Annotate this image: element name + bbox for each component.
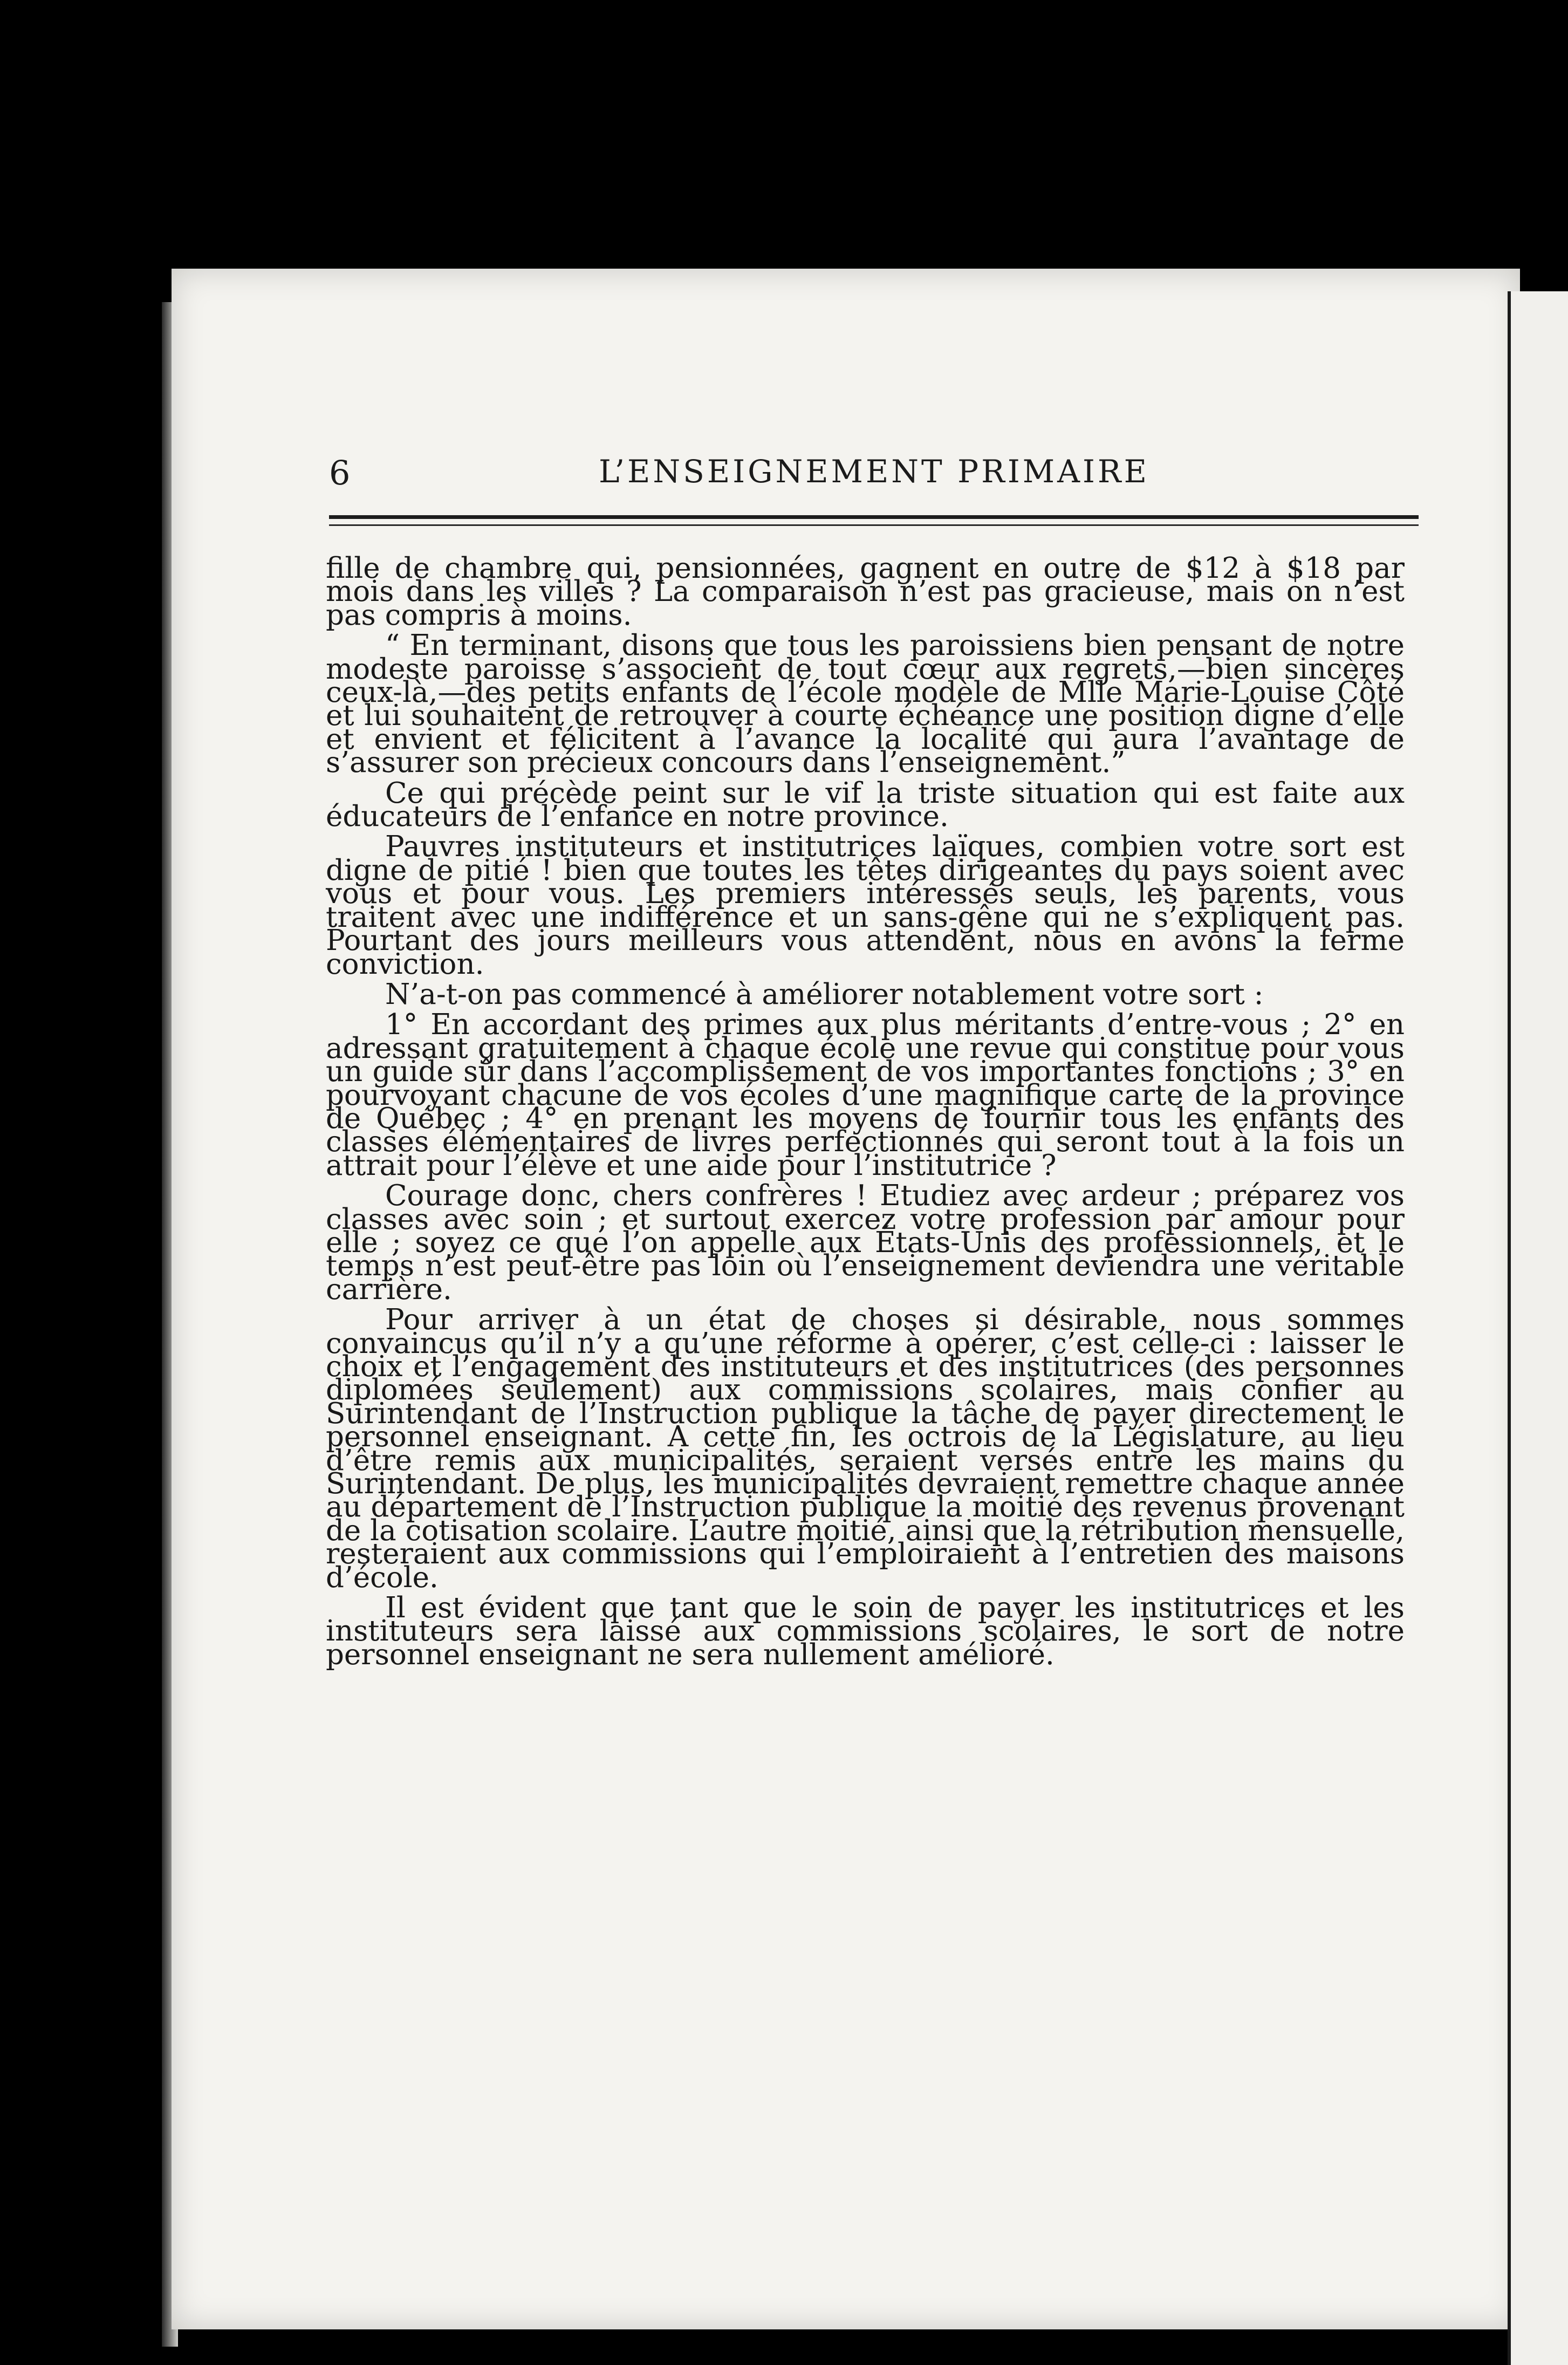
page-header	[0, 453, 1568, 496]
paragraph: Il est évident que tant que le soin de payer les institutrices et les instituteurs sera laissé aux commissions scolaires, le sort de notre personnel enseignant ne sera nullement amélioré.	[326, 1591, 1405, 1671]
header-rule-thick	[329, 515, 1419, 519]
running-title: L’ENSEIGNEMENT PRIMAIRE	[599, 453, 1149, 490]
paragraph: N’a-t-on pas commencé à améliorer notablement votre sort :	[385, 978, 1264, 1011]
paragraph: 1° En accordant des primes aux plus méritants d’entre-vous ; 2° en adressant gratuitement à chaque école une revue qui constitue pour vous un guide sûr dans l’accomplissement de vos importantes fonctions ; 3° en pourvoyant chacune de vos écoles d’une magnifique carte de la province de Québec ; 4° en prenant les moyens de fournir tous les enfants des classes élémentaires de livres perfectionnés qui seront tout à la fois un attrait pour l’élève et une aide pour l’institutrice ?	[326, 1008, 1405, 1182]
paragraph: Pauvres instituteurs et institutrices laïques, combien votre sort est digne de pitié ! bien que toutes les têtes dirigeantes du pays soient avec vous et pour vous. Les premiers intéressés seuls, les parents, vous traitent avec une indifférence et un sans-gêne qui ne s’expliquent pas. Pourtant des jours meilleurs vous attendent, nous en avons la ferme conviction.	[326, 830, 1405, 981]
facing-page-edge	[1508, 291, 1568, 2365]
paragraph: Courage donc, chers confrères ! Etudiez avec ardeur ; préparez vos classes avec soin ; et surtout exercez votre profession par amour pour elle ; soyez ce que l’on appelle aux États-Unis des professionnels, et le temps n’est peut-être pas loin où l’enseignement deviendra une véritable carrière.	[326, 1179, 1405, 1306]
paragraph: Pour arriver à un état de choses si désirable, nous sommes convaincus qu’il n’y a qu’une réforme à opérer, c’est celle-ci : laisser le choix et l’engagement des instituteurs et des institutrices (des personnes diplomées seulement) aux commissions scolaires, mais confier au Surintendant de l’Instruction publique la tâche de payer directement le personnel enseignant. A cette fin, les octrois de la Législature, au lieu d’être remis aux municipalités, seraient versés entre les mains du Surintendant. De plus, les municipalités devraient remettre chaque année au département de l’Instruction publique la moitié des revenus provenant de la cotisation scolaire. L’autre moitié, ainsi que la rétribution mensuelle, resteraient aux commissions qui l’emploiraient à l’entretien des maisons d’école.	[326, 1303, 1405, 1594]
paragraph: “ En terminant, disons que tous les paroissiens bien pensant de notre modeste paroisse s’associent de tout cœur aux regrets,—bien sincères ceux-là,—des petits enfants de l’école modèle de Mlle Marie-Louise Côté et lui souhaitent de retrouver à courte échéance une position digne d’elle et envient et félicitent à l’avance la localité qui aura l’avantage de s’assurer son précieux concours dans l’enseignement.”	[326, 629, 1405, 780]
header-rule-thin	[329, 524, 1419, 526]
paragraph: fille de chambre qui, pensionnées, gagnent en outre de $12 à $18 par mois dans les villes ? La comparaison n’est pas gracieuse, mais on n’est pas compris à moins.	[326, 552, 1405, 632]
body-text	[326, 552, 1405, 1671]
page-number: 6	[329, 453, 351, 493]
paragraph: Ce qui précède peint sur le vif la triste situation qui est faite aux éducateurs de l’enfance en notre province.	[326, 776, 1405, 833]
